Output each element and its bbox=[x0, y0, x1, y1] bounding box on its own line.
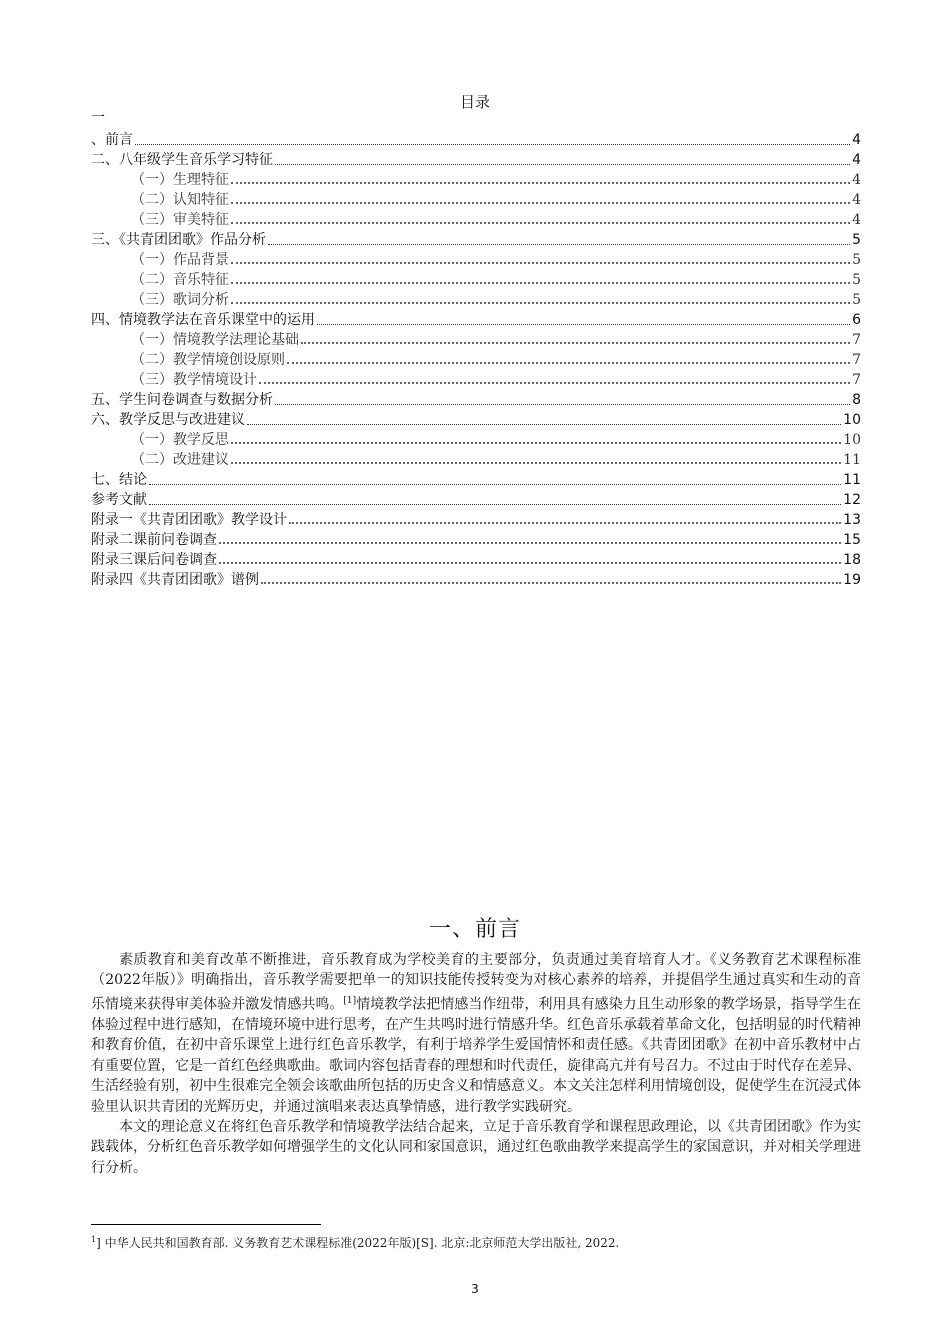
toc-page-number: 15 bbox=[843, 532, 861, 548]
toc-entry-label: （一）情境教学法理论基础 bbox=[131, 332, 299, 348]
toc-entry-label: 四、情境教学法在音乐课堂中的运用 bbox=[91, 312, 315, 328]
toc-entry-label: （一）生理特征 bbox=[131, 172, 229, 188]
toc-entry-3-2[interactable] bbox=[131, 269, 861, 289]
citation-ref[interactable]: [1] bbox=[343, 995, 357, 1006]
toc-entry-2-3[interactable] bbox=[131, 209, 861, 229]
toc-entry-label: 附录一《共青团团歌》教学设计 bbox=[91, 512, 287, 528]
toc-page-number: 18 bbox=[843, 552, 861, 568]
toc-entry-label: 六、教学反思与改进建议 bbox=[91, 412, 245, 428]
toc-entry-6-1[interactable] bbox=[131, 429, 861, 449]
toc-leader bbox=[135, 144, 850, 145]
toc-entry-label: 五、学生问卷调查与数据分析 bbox=[91, 392, 273, 408]
toc-leader bbox=[219, 542, 841, 544]
toc-entry-label: （一）教学反思 bbox=[131, 432, 229, 448]
toc-page-number: 12 bbox=[843, 492, 861, 508]
toc-leader bbox=[231, 282, 850, 284]
toc-leader bbox=[231, 262, 850, 264]
toc-page-number: 7 bbox=[852, 352, 861, 368]
toc-entry-3[interactable] bbox=[91, 229, 861, 249]
toc-leader bbox=[231, 442, 841, 444]
toc-entry-label: （二）教学情境创设原则 bbox=[131, 352, 285, 368]
toc-leader bbox=[149, 504, 841, 505]
toc-page-number: 19 bbox=[843, 572, 861, 588]
page-number: 3 bbox=[471, 1282, 479, 1296]
toc-entry-5[interactable] bbox=[91, 389, 861, 409]
toc-page-number: 4 bbox=[852, 152, 861, 168]
toc-entry-appendix-3[interactable] bbox=[91, 549, 861, 569]
toc-page-number: 5 bbox=[852, 252, 861, 268]
toc-entry-label: 附录二课前问卷调查 bbox=[91, 532, 217, 548]
section-title: 一、前言 bbox=[428, 917, 521, 942]
toc-entry-preface-number: 一 bbox=[91, 110, 105, 126]
toc-entry-4-3[interactable] bbox=[131, 369, 861, 389]
toc-page-number: 5 bbox=[852, 232, 861, 248]
paragraph-2: 本文的理论意义在将红色音乐教学和情境教学法结合起来，立足于音乐教育学和课程思政理论，以《共青团团歌》作为实践载体，分析红色音乐教学如何增强学生的文化认同和家国意识，通过红色歌曲教学来提高学生的家国意识，并对相关学理进行分析。 bbox=[91, 1118, 861, 1176]
toc-entry-label: （三）审美特征 bbox=[131, 212, 229, 228]
toc-entry-appendix-1[interactable] bbox=[91, 509, 861, 529]
toc-entry-6[interactable] bbox=[91, 409, 861, 429]
toc-leader bbox=[231, 202, 850, 204]
footnote-text: ] 中华人民共和国教育部. 义务教育艺术课程标准(2022年版)[S]. 北京:北京师范大学出版社, 2022. bbox=[96, 1236, 620, 1250]
toc-entry-label: 参考文献 bbox=[91, 492, 147, 508]
toc-entry-label: 三、《共青团团歌》作品分析 bbox=[91, 232, 266, 248]
toc-leader bbox=[268, 244, 850, 245]
toc-entry-2-2[interactable] bbox=[131, 189, 861, 209]
toc-leader bbox=[219, 562, 841, 564]
toc-page-number: 5 bbox=[852, 272, 861, 288]
toc-leader bbox=[261, 582, 841, 584]
section-body bbox=[91, 950, 861, 1178]
toc-entry-6-2[interactable] bbox=[131, 449, 861, 469]
toc-page-number: 7 bbox=[852, 372, 861, 388]
toc-entry-3-3[interactable] bbox=[131, 289, 861, 309]
footnote-divider bbox=[91, 1224, 321, 1225]
toc-entry-2-1[interactable] bbox=[131, 169, 861, 189]
toc-leader bbox=[275, 404, 850, 405]
toc-entry-4[interactable] bbox=[91, 309, 861, 329]
toc-entry-references[interactable] bbox=[91, 489, 861, 509]
toc-leader bbox=[301, 342, 850, 344]
toc-entry-label: （三）歌词分析 bbox=[131, 292, 229, 308]
toc-entry-appendix-2[interactable] bbox=[91, 529, 861, 549]
toc-entry-label: （一）作品背景 bbox=[131, 252, 229, 268]
toc-leader bbox=[259, 382, 850, 384]
toc-leader bbox=[317, 324, 850, 325]
toc-leader bbox=[231, 182, 850, 184]
toc-leader bbox=[275, 164, 850, 165]
toc-page-number: 4 bbox=[852, 212, 861, 228]
toc-leader bbox=[149, 484, 841, 485]
toc-entry-label: 二、八年级学生音乐学习特征 bbox=[91, 152, 273, 168]
toc-leader bbox=[247, 424, 841, 425]
toc-page-number: 11 bbox=[843, 452, 861, 468]
toc-page-number: 4 bbox=[852, 172, 861, 188]
toc-entry-label: （二）认知特征 bbox=[131, 192, 229, 208]
toc-entry-3-1[interactable] bbox=[131, 249, 861, 269]
toc-leader bbox=[231, 302, 850, 304]
toc-page-number: 6 bbox=[852, 312, 861, 328]
toc-entry-label: （二）改进建议 bbox=[131, 452, 229, 468]
toc-entry-4-2[interactable] bbox=[131, 349, 861, 369]
toc-page-number: 5 bbox=[852, 292, 861, 308]
footnote bbox=[91, 1234, 861, 1251]
paragraph-1-text-a: 素质教育和美育改革不断推进，音乐教育成为学校美育的主要部分，负责通过美育培育人才。《义务教育艺术课程标准（2022年版）》明确指出，音乐教学需要把单一的知识技能传授转变为对核心素养的培养，并提倡学生通过真实和生动的音乐情境来获得审美体验并激发情感共鸣。 bbox=[91, 952, 861, 1013]
footnote-mark: 1 bbox=[91, 1235, 97, 1244]
toc-page-number: 4 bbox=[852, 192, 861, 208]
toc-entry-label: （二）音乐特征 bbox=[131, 272, 229, 288]
toc-entry-appendix-4[interactable] bbox=[91, 569, 861, 589]
toc-leader bbox=[289, 522, 841, 524]
toc-leader bbox=[231, 462, 841, 464]
toc-entry-label: 附录四《共青团团歌》谱例 bbox=[91, 572, 259, 588]
toc-entry-preface-label: 、前言 bbox=[91, 132, 133, 148]
toc-page-number: 7 bbox=[852, 332, 861, 348]
paragraph-1-text-b: 情境教学法把情感当作纽带，利用具有感染力且生动形象的教学场景，指导学生在体验过程中进行感知，在情境环境中进行思考，在产生共鸣时进行情感升华。红色音乐承载着革命文化，包括明显的时代精神和教育价值，在初中音乐课堂上进行红色音乐教学，有利于培养学生爱国情怀和责任感。《共青团团歌》在初中音乐教材中占有重要位置，它是一首红色经典歌曲。歌词内容包括青春的理想和时代责任，旋律高亢并有号召力。不过由于时代存在差异、生活经验有别，初中生很难完全领会该歌曲所包括的历史含义和情感意义。本文关注怎样利用情境创设，促使学生在沉浸式体验里认识共青团的光辉历史，并通过演唱来表达真挚情感，进行教学实践研究。 bbox=[91, 996, 862, 1115]
toc-page-number: 4 bbox=[852, 132, 861, 148]
toc-entry-label: 附录三课后问卷调查 bbox=[91, 552, 217, 568]
toc-title: 目录 bbox=[459, 93, 490, 111]
toc-page-number: 10 bbox=[843, 432, 861, 448]
paragraph-1 bbox=[91, 950, 861, 1117]
toc-page-number: 11 bbox=[843, 472, 861, 488]
toc-entry-4-1[interactable] bbox=[131, 329, 861, 349]
toc-entry-label: 七、结论 bbox=[91, 472, 147, 488]
toc-leader bbox=[231, 222, 850, 224]
toc-entry-label: （三）教学情境设计 bbox=[131, 372, 257, 388]
toc-entry-preface[interactable] bbox=[91, 109, 861, 149]
toc-entry-7[interactable] bbox=[91, 469, 861, 489]
toc-leader bbox=[287, 362, 850, 364]
toc-page-number: 10 bbox=[843, 412, 861, 428]
toc-entry-2[interactable] bbox=[91, 149, 861, 169]
toc-page-number: 8 bbox=[852, 392, 861, 408]
toc-page-number: 13 bbox=[843, 512, 861, 528]
